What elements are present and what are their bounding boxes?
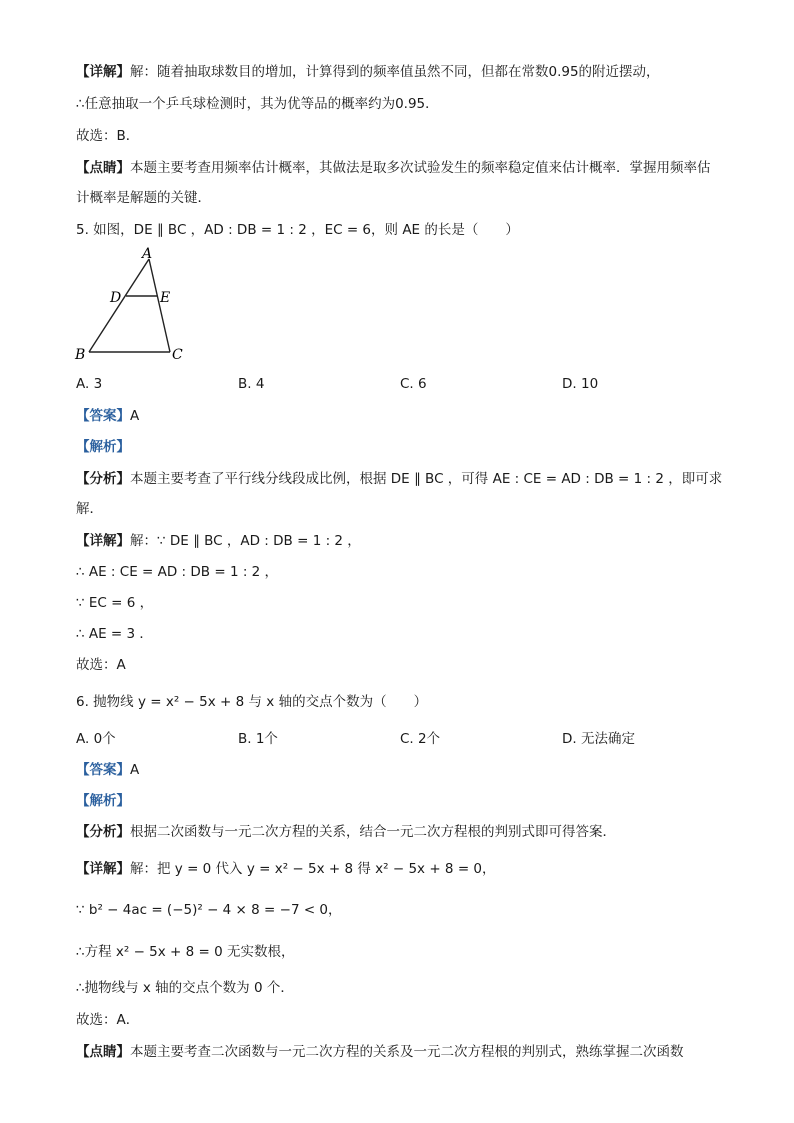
text: ∴ AE : CE = AD : DB = 1 : 2 ， xyxy=(76,564,279,580)
text: 根据二次函数与一元二次方程的关系，结合一元二次方程根的判别式即可得答案． xyxy=(130,824,616,840)
tag-analysis: 【解析】 xyxy=(76,439,130,455)
q5-option-a: A. 3 xyxy=(76,376,103,392)
label-a: A xyxy=(142,246,153,262)
q5-answer xyxy=(76,406,726,426)
q5-detail-2 xyxy=(76,562,726,582)
tag-answer: 【答案】 xyxy=(76,762,130,778)
question-6 xyxy=(76,692,726,712)
text: 故选：A xyxy=(76,657,126,673)
q6-option-c: C. 2个 xyxy=(400,731,441,747)
text: ∴任意抽取一个乒乓球检测时，其为优等品的概率约为0.95． xyxy=(76,96,439,112)
text: ∴方程 x² − 5x + 8 = 0 无实数根， xyxy=(76,944,295,960)
text: 故选：B． xyxy=(76,128,140,144)
text: 解：随着抽取球数目的增加，计算得到的频率值虽然不同，但都在常数0.95的附近摆动， xyxy=(130,64,660,80)
text: ∴ AE = 3 ． xyxy=(76,626,153,642)
q6-option-a: A. 0个 xyxy=(76,731,116,747)
q5-analysis-heading xyxy=(76,437,726,457)
label-e: E xyxy=(160,290,171,306)
text: 本题主要考查用频率估计概率，其做法是取多次试验发生的频率稳定值来估计概率．掌握用频率估 xyxy=(130,160,711,176)
q5-detail-1 xyxy=(76,531,726,551)
choice-line xyxy=(76,126,726,146)
label-b: B xyxy=(75,347,86,363)
explain-line-2 xyxy=(76,94,726,114)
tag-detail: 【详解】 xyxy=(76,64,130,80)
q6-analysis xyxy=(76,822,726,842)
note-line-1 xyxy=(76,158,726,178)
q5-detail-5 xyxy=(76,655,726,675)
q6-detail-4 xyxy=(76,978,726,998)
answer-value: A xyxy=(130,408,140,424)
q5-detail-4 xyxy=(76,624,726,644)
question-5 xyxy=(76,220,726,240)
text: 解． xyxy=(76,501,103,517)
tag-analyze: 【分析】 xyxy=(76,824,130,840)
label-c: C xyxy=(172,347,183,363)
text: 解：∵ DE ∥ BC ，AD : DB = 1 : 2 ， xyxy=(130,533,361,549)
text: ∴抛物线与 x 轴的交点个数为 0 个． xyxy=(76,980,294,996)
text: 计概率是解题的关键． xyxy=(76,190,211,206)
text: 故选：A． xyxy=(76,1012,140,1028)
text: 本题主要考查了平行线分线段成比例，根据 DE ∥ BC ，可得 AE : CE = AD : DB = 1 : 2 ，即可求 xyxy=(130,471,723,487)
text: 本题主要考查二次函数与一元二次方程的关系及一元二次方程根的判别式，熟练掌握二次函数 xyxy=(130,1044,684,1060)
q5-analysis-line-2 xyxy=(76,499,726,519)
tag-answer: 【答案】 xyxy=(76,408,130,424)
tag-analyze: 【分析】 xyxy=(76,471,130,487)
q5-option-d: D. 10 xyxy=(562,376,599,392)
q6-analysis-heading xyxy=(76,791,726,811)
q6-answer xyxy=(76,760,726,780)
text: ∵ b² − 4ac = (−5)² − 4 × 8 = −7 < 0， xyxy=(76,902,342,918)
tag-note: 【点睛】 xyxy=(76,160,130,176)
q5-option-b: B. 4 xyxy=(238,376,265,392)
q5-option-c: C. 6 xyxy=(400,376,427,392)
text: 解：把 y = 0 代入 y = x² − 5x + 8 得 x² − 5x + 8 = 0， xyxy=(130,861,496,877)
q5-analysis-line-1 xyxy=(76,469,726,489)
text: ∵ EC = 6 ， xyxy=(76,595,154,611)
q6-option-d: D. 无法确定 xyxy=(562,731,635,747)
question-text: 6. 抛物线 y = x² − 5x + 8 与 x 轴的交点个数为（ ） xyxy=(76,694,428,710)
tag-note: 【点睛】 xyxy=(76,1044,130,1060)
q5-detail-3 xyxy=(76,593,726,613)
explain-line-1 xyxy=(76,62,726,82)
label-d: D xyxy=(110,290,122,306)
tag-analysis: 【解析】 xyxy=(76,793,130,809)
triangle-figure xyxy=(72,246,192,368)
q6-detail-1 xyxy=(76,859,726,879)
tag-detail: 【详解】 xyxy=(76,533,130,549)
q6-note xyxy=(76,1042,726,1062)
q6-option-b: B. 1个 xyxy=(238,731,278,747)
q6-detail-5 xyxy=(76,1010,726,1030)
q6-detail-2 xyxy=(76,900,726,920)
answer-value: A xyxy=(130,762,140,778)
q6-detail-3 xyxy=(76,942,726,962)
tag-detail: 【详解】 xyxy=(76,861,130,877)
question-text: 5. 如图，DE ∥ BC ，AD : DB = 1 : 2 ，EC = 6，则 AE 的长是（ ） xyxy=(76,222,519,238)
note-line-2 xyxy=(76,188,726,208)
